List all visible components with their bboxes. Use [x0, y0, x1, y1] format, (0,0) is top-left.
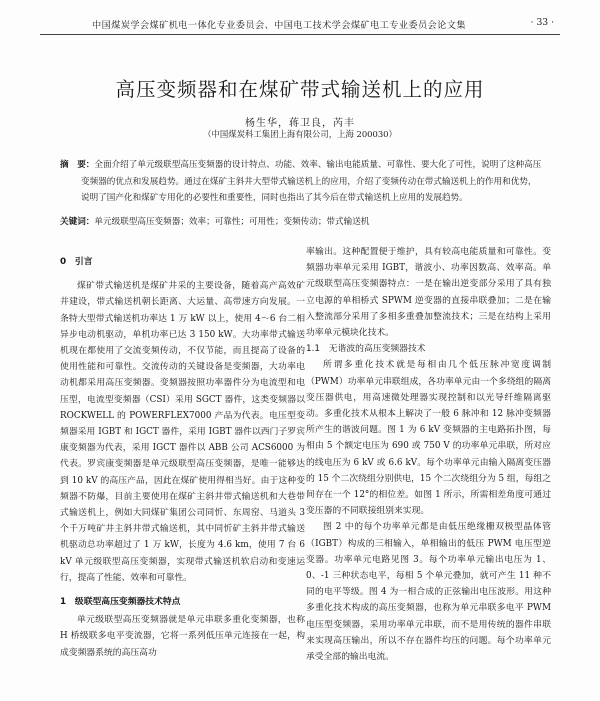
continued-paragraph: 率输出。这种配置便于维护，具有较高电能质量和可靠性。变频器功率单元采用 IGBT，谐波小、功率因数高、效率高。单元级联型高压变频器特点：一是在输出逆变部分采用了具有独立电源的单相桥式 SPWM 逆变器的直接串联叠加；二是在输入整流部分采用了多相多重叠加整流技术；三是在结构上采用功率单元模块化技术。 — [306, 247, 551, 339]
abstract-label: 摘 要： — [60, 160, 95, 170]
multilevel-paragraph: 所谓多重化技术就是每相由几个低压脉冲宽度调制（PWM）功率单元串联组成，各功率单元由一个多绕组的隔离变压器供电，用高速微处理器实现控制和以光导纤维隔离驱动。多重化技术从根本上解决了一般 6 脉冲和 12 脉冲变频器所产生的谐波问题。图 1 为 6 kV 变频器的主电路拓扑图，每相由 5 个额定电压为 690 或 750 V 的功率单元串联，所对应的线电压为 6 kV 或 6.6 kV。每个功率单元由输入隔离变压器的 15 个二次绕组分别供电，15 个二次绕组分为 5 组，每组之间存在一个 12°的相位差。如图 1 所示，所需相差角度可通过变压器的不同联接组别来实现。 — [306, 360, 551, 517]
section-1-paragraph: 单元级联型高压变频器就是单元串联多重化变频器，也称 H 桥级联多电平变流器，它将一系列低压单元连接在一起，构成变频器系统的高压高功 — [60, 615, 305, 658]
running-header — [40, 14, 560, 35]
subsection-1-1-heading: 1.1 无谐波的高压变频器技术 — [306, 344, 426, 355]
keywords-text: 单元级联型高压变频器；效率；可靠性；可用性；变频传动；带式输送机 — [94, 217, 370, 227]
journal-name: 中国煤炭学会煤矿机电一体化专业委员会、中国电工技术学会煤矿电工专业委员会论文集 — [92, 20, 466, 31]
authors: 杨生华，蒋卫良，芮丰 — [245, 118, 355, 129]
section-1-heading: 1 级联型高压变频器技术特点 — [60, 597, 181, 608]
left-column — [60, 244, 305, 661]
right-column — [306, 244, 551, 665]
keywords-label: 关键词： — [60, 217, 95, 227]
abstract-text: 全面介绍了单元级联型高压变频器的设计特点、功能、效率、输出电能质量、可靠性、要大化了可性，说明了这种高压变频器的优点和发展趋势。通过在煤矿主斜井大型带式输送机上的应用，介绍了变频传动在带式输送机上的作用和优势，说明了国产化和煤矿专用化的必要性和重要性，同时也指出了其今后在带式输送机上应用的发展趋势。 — [81, 160, 542, 203]
affiliation: （中国煤炭科工集团上海有限公司，上海 200030） — [203, 129, 397, 139]
abstract — [60, 157, 542, 207]
section-0-heading: 0 引言 — [60, 257, 93, 267]
power-unit-paragraph: 图 2 中的每个功率单元都是由低压绝缘栅双极型晶体管（IGBT）构成的三相输入，单相输出的低压 PWM 电压型逆变器。功率单元电路见图 3。每个功率单元输出电压为 1、0、-1 三种状态电平，每相 5 个单元叠加，就可产生 11 种不同的电平等级。图 4 为一相合成的正弦输出电压波形。用这种多重化技术构成的高压变频器，也称为单元串联多电平 PWM 电压型变频器，采用功率单元串联，而不是用传统的器件串联来实现高压输出，所以不存在器件均压的问题。每个功率单元承受全部的输出电流。 — [306, 522, 551, 663]
page-number: · 33 · — [530, 17, 554, 28]
keywords — [60, 214, 542, 230]
intro-paragraph: 煤矿带式输送机是煤矿井采的主要设备，随着高产高效矿井建设，带式输送机朝长距离、大运量、高带速方向发展。一条特大型带式输送机功率达 1 万 kW 以上，使用 4～6 台二相异步电动机驱动，单机功率已达 3 150 kW。大功率带式输送机现在都使用了交流变频传动，不仅节能，而且提高了设备的使用性能和可靠性。交流传动的关键设备是变频器，大功率电动机都采用高压变频器。变频器按照功率器件分为电流型和电压型，电流型变频器（CSI）采用 SGCT 器件，这类变频器以 ROCKWELL 的 POWERFLEX7000 产品为代表。电压型变频器采用 IGBT 和 IGCT 器件，采用 IGBT 器件以西门子罗宾康变频器为代表，采用 IGCT 器件以 ABB 公司 ACS6000 为代表。罗宾康变频器是单元级联型高压变频器，是唯一能够达到 10 kV 的高压产品，因此在煤矿使用得相当好。由于这种变频器不防爆，目前主要使用在煤矿主斜井带式输送机和大巷带式输送机上，例如大同煤矿集团公司同忻、东周窑、马道头 3 个千万吨矿井主斜井带式输送机，其中同忻矿主斜井带式输送机驱动总功率超过了 1 万 kW，长度为 4.6 km，使用 7 台 6 kV 单元级联型高压变频器，实现带式输送机软启动和变速运行，提高了性能、效率和可靠性。 — [60, 281, 305, 583]
article-title: 高压变频器和在煤矿带式输送机上的应用 — [115, 78, 485, 101]
